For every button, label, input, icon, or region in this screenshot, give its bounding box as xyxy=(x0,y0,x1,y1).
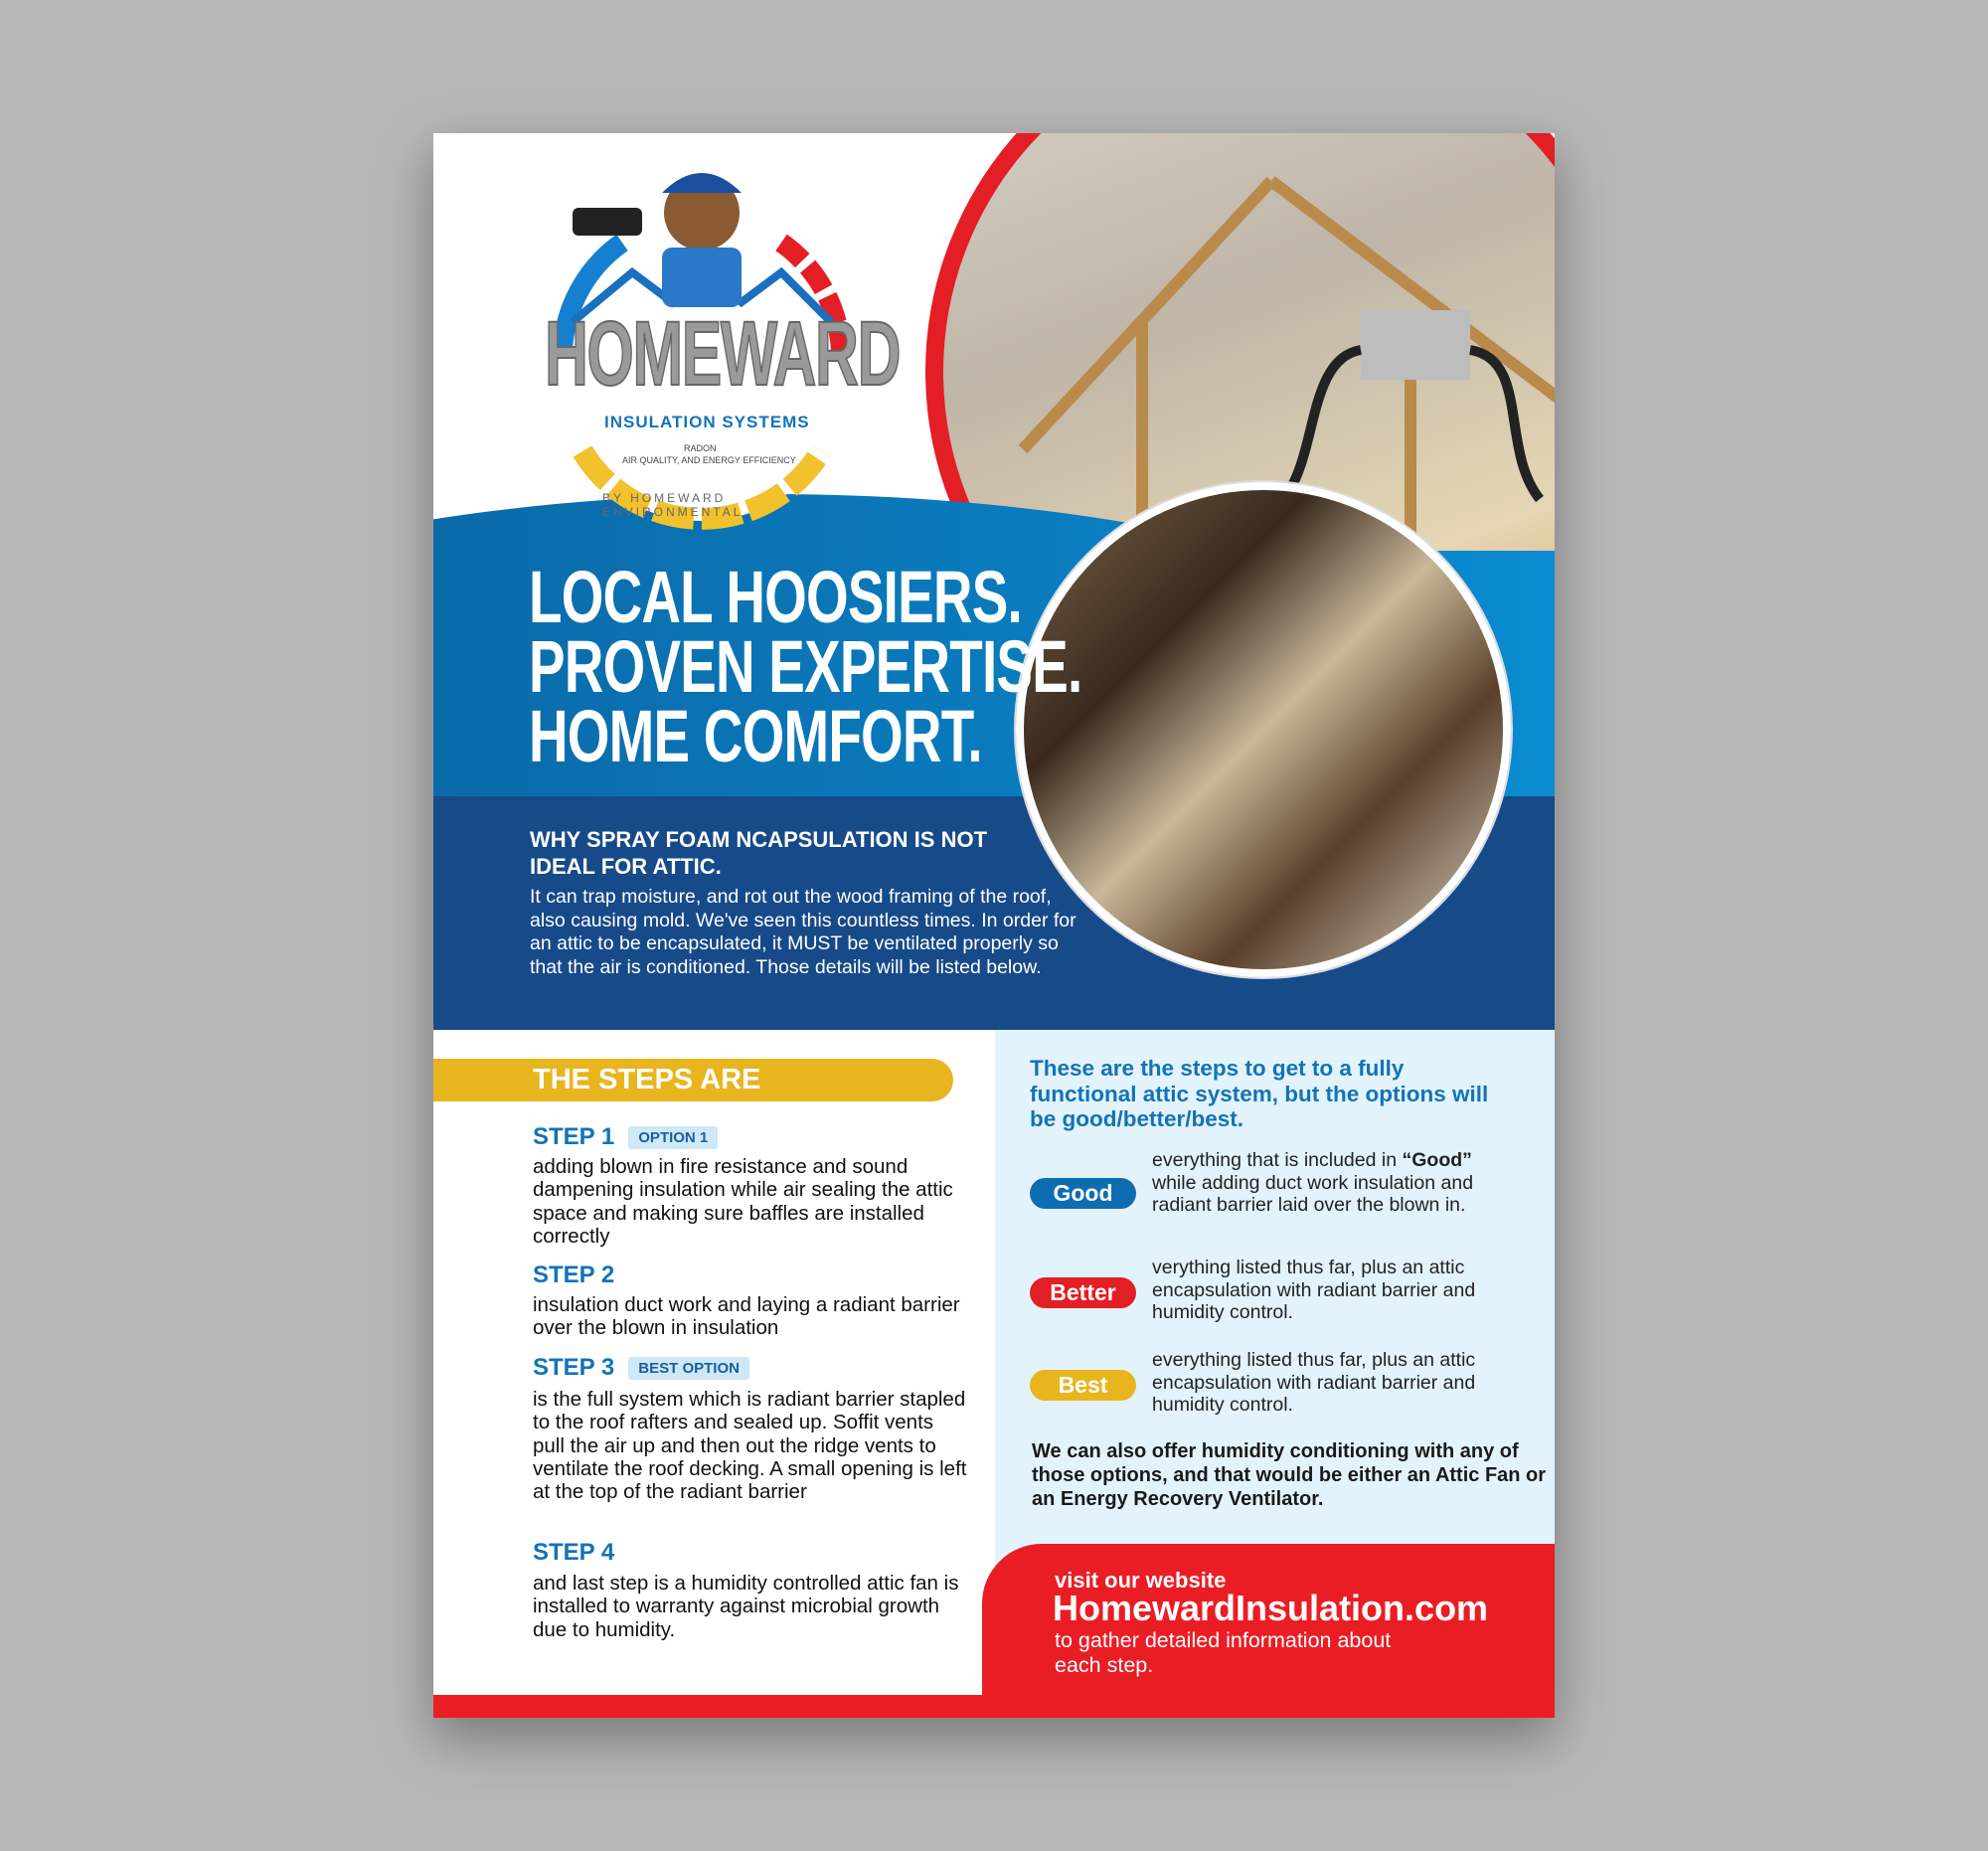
best-pill: Best xyxy=(1030,1370,1136,1401)
steps-title: THE STEPS ARE xyxy=(533,1064,761,1095)
flyer xyxy=(433,133,1555,1718)
step-4-body: and last step is a humidity controlled attic fan is installed to warranty against microbial growth due to humidity. xyxy=(533,1572,959,1641)
better-pill: Better xyxy=(1030,1277,1136,1308)
step-label: STEP 1 xyxy=(533,1123,615,1150)
cta-visit: visit our website xyxy=(1055,1568,1227,1593)
headline-line-1: LOCAL HOOSIERS. xyxy=(529,556,1022,638)
step-2-heading: STEP 2 xyxy=(533,1262,615,1288)
logo-ring-text: BY HOMEWARD ENVIRONMENTAL xyxy=(602,491,744,519)
why-body: It can trap moisture, and rot out the wood framing of the roof, also causing mold. We've seen this countless times. In order for an attic to be encapsulated, it MUST be ventilated properly so that the air is conditioned. Those details will be listed below. xyxy=(530,886,1077,978)
good-description: everything that is included in “Good” while adding duct work insulation and radiant barrier laid over the blown in. xyxy=(1152,1149,1474,1216)
step-4-heading: STEP 4 xyxy=(533,1539,615,1566)
option-tag: OPTION 1 xyxy=(628,1126,718,1149)
logo-tagline1: RADON xyxy=(684,443,717,453)
logo xyxy=(543,153,901,541)
step-label: STEP 3 xyxy=(533,1354,615,1381)
best-description: everything listed thus far, plus an attic encapsulation with radiant barrier and humidity control. xyxy=(1152,1349,1476,1416)
logo-sub: INSULATION SYSTEMS xyxy=(604,413,810,431)
step-1-heading xyxy=(533,1123,718,1151)
mold-rafters-photo xyxy=(1016,482,1511,977)
step-3-heading xyxy=(533,1354,749,1382)
headline-line-3: HOME COMFORT. xyxy=(529,695,982,777)
good-pill: Good xyxy=(1030,1178,1136,1209)
options-intro: These are the steps to get to a fully functional attic system, but the options will be good/better/best. xyxy=(1030,1056,1489,1131)
why-title: WHY SPRAY FOAM NCAPSULATION IS NOT IDEAL FOR ATTIC. xyxy=(530,827,988,879)
best-option-tag: BEST OPTION xyxy=(628,1357,749,1380)
step-3-body: is the full system which is radiant barrier stapled to the roof rafters and sealed up. Soffit vents pull the air up and then out the ridge vents to ventilate the roof decking. A small opening is left at the top of the radiant barrier xyxy=(533,1388,967,1504)
step-1-body: adding blown in fire resistance and sound dampening insulation while air sealing the attic space and making sure baffles are installed correctly xyxy=(533,1155,953,1248)
logo-tagline2: AIR QUALITY, AND ENERGY EFFICIENCY xyxy=(622,455,796,465)
cta-gather: to gather detailed information about each step. xyxy=(1055,1628,1392,1677)
step-2-body: insulation duct work and laying a radiant barrier over the blown in insulation xyxy=(533,1293,960,1340)
options-footer: We can also offer humidity conditioning with any of those options, and that would be either an Attic Fan or an Energy Recovery Ventilator. xyxy=(1032,1440,1547,1510)
logo-brand: HOMEWARD xyxy=(545,303,901,405)
website-link[interactable]: HomewardInsulation.com xyxy=(1053,1588,1489,1628)
headline-line-2: PROVEN EXPERTISE. xyxy=(529,625,1082,708)
better-description: verything listed thus far, plus an attic encapsulation with radiant barrier and humidity control. xyxy=(1152,1257,1476,1323)
